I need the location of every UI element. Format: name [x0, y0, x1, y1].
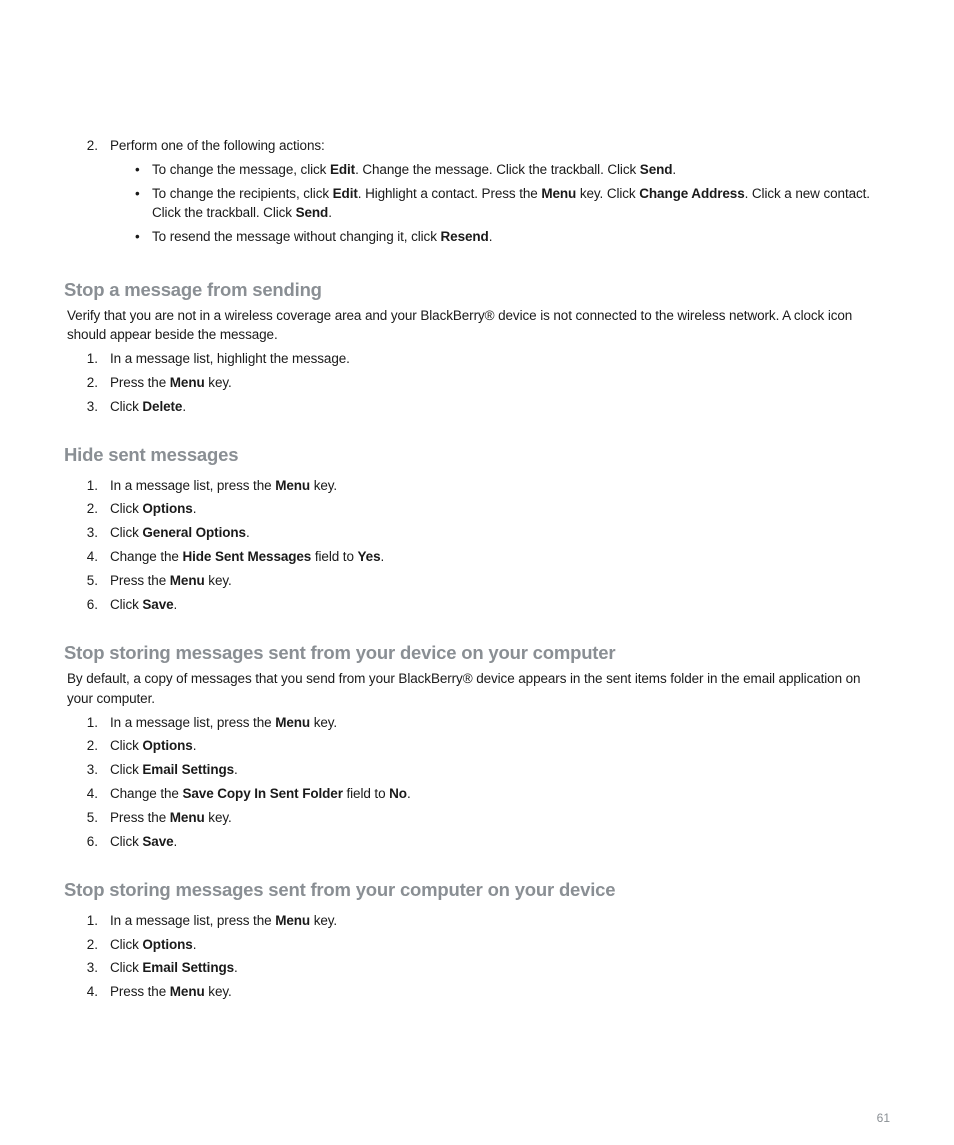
text-run: . Change the message. Click the trackball. Click — [355, 162, 640, 177]
ui-term: Menu — [169, 573, 205, 588]
step-number: 1. — [86, 913, 98, 928]
text-run: Change the — [110, 786, 183, 801]
text-run: . — [380, 549, 385, 564]
bullet-marker: • — [135, 186, 140, 201]
bullet-item — [152, 228, 492, 246]
text-run: Click — [110, 399, 143, 414]
step-number: 2. — [86, 138, 98, 153]
text-run: field to — [342, 786, 390, 801]
ui-term: Save — [142, 597, 174, 612]
text-run: Click — [110, 960, 143, 975]
step-number: 2. — [86, 738, 98, 753]
ui-term: Menu — [541, 186, 577, 201]
step-number: 2. — [86, 375, 98, 390]
ui-term: Menu — [275, 913, 311, 928]
ui-term: Menu — [275, 478, 311, 493]
step-text — [110, 912, 337, 930]
text-run: . Click a new contact. — [744, 186, 870, 201]
step-text — [110, 596, 177, 614]
text-run: . — [406, 786, 411, 801]
text-run: . — [328, 205, 332, 220]
text-run: To resend the message without changing it, click — [152, 229, 441, 244]
step-number: 3. — [86, 960, 98, 975]
text-run: Click — [110, 501, 143, 516]
step-number: 5. — [86, 810, 98, 825]
section-paragraph: your computer. — [67, 691, 155, 706]
text-run: . — [173, 597, 178, 612]
step-text: Perform one of the following actions: — [110, 138, 325, 153]
step-number: 3. — [86, 762, 98, 777]
step-number: 6. — [86, 597, 98, 612]
step-number: 2. — [86, 937, 98, 952]
ui-term: Save — [142, 834, 174, 849]
text-run: Click the trackball. Click — [152, 205, 296, 220]
text-run: key. — [310, 478, 338, 493]
text-run: In a message list, press the — [110, 913, 276, 928]
text-run: . — [192, 501, 197, 516]
ui-term: Yes — [357, 549, 381, 564]
step-text — [110, 548, 384, 566]
step-text — [110, 398, 186, 416]
text-run: key. — [204, 375, 232, 390]
text-run: . — [234, 762, 238, 777]
ui-term: Options — [142, 937, 193, 952]
text-run: . — [488, 229, 493, 244]
step-number: 4. — [86, 549, 98, 564]
text-run: key. — [310, 715, 338, 730]
text-run: Click — [110, 525, 143, 540]
ui-term: Email Settings — [142, 960, 235, 975]
step-text — [110, 572, 232, 590]
section-heading: Stop storing messages sent from your computer on your device — [64, 879, 616, 900]
section-heading: Stop a message from sending — [64, 279, 322, 300]
ui-term: Change Address — [639, 186, 745, 201]
ui-term: Menu — [169, 375, 205, 390]
text-run: Press the — [110, 810, 170, 825]
text-run: . — [192, 937, 197, 952]
text-run: Change the — [110, 549, 183, 564]
section-paragraph: By default, a copy of messages that you send from your BlackBerry® device appears in the sent items folder in the email application on — [67, 671, 861, 686]
step-text — [110, 524, 250, 542]
step-number: 1. — [86, 351, 98, 366]
ui-term: No — [389, 786, 407, 801]
step-text — [110, 785, 411, 803]
text-run: Click — [110, 937, 143, 952]
text-run: . — [173, 834, 178, 849]
bullet-item — [152, 185, 870, 203]
text-run: . — [672, 162, 677, 177]
ui-term: Menu — [275, 715, 311, 730]
step-text — [110, 737, 196, 755]
section-paragraph: should appear beside the message. — [67, 327, 278, 342]
text-run: key. — [204, 984, 232, 999]
step-number: 2. — [86, 501, 98, 516]
ui-term: Options — [142, 738, 193, 753]
step-number: 1. — [86, 478, 98, 493]
ui-term: Save Copy In Sent Folder — [182, 786, 343, 801]
section-heading: Hide sent messages — [64, 444, 239, 465]
bullet-item-continued — [152, 204, 332, 222]
text-run: In a message list, press the — [110, 715, 276, 730]
text-run: key. — [310, 913, 338, 928]
text-run: key. — [204, 810, 232, 825]
text-run: key. — [204, 573, 232, 588]
text-run: Click — [110, 762, 143, 777]
text-run: Click — [110, 738, 143, 753]
section-paragraph: Verify that you are not in a wireless coverage area and your BlackBerry® device is not connected to the wireless network. A clock icon — [67, 308, 853, 323]
bullet-marker: • — [135, 162, 140, 177]
ui-term: Delete — [142, 399, 183, 414]
ui-term: Resend — [440, 229, 489, 244]
ui-term: Send — [295, 205, 329, 220]
ui-term: Edit — [329, 162, 356, 177]
text-run: . Highlight a contact. Press the — [357, 186, 542, 201]
text-run: Click — [110, 597, 143, 612]
step-text — [110, 714, 337, 732]
step-number: 4. — [86, 984, 98, 999]
text-run: Click — [110, 834, 143, 849]
step-text — [110, 936, 196, 954]
ui-term: Options — [142, 501, 193, 516]
step-text — [110, 761, 238, 779]
step-number: 3. — [86, 525, 98, 540]
bullet-marker: • — [135, 229, 140, 244]
ui-term: Hide Sent Messages — [182, 549, 312, 564]
ui-term: Send — [639, 162, 673, 177]
text-run: . — [245, 525, 250, 540]
bullet-item — [152, 161, 676, 179]
step-text — [110, 374, 232, 392]
step-text — [110, 959, 238, 977]
section-heading: Stop storing messages sent from your device on your computer — [64, 642, 616, 663]
text-run: field to — [311, 549, 358, 564]
step-number: 6. — [86, 834, 98, 849]
ui-term: Menu — [169, 810, 205, 825]
text-run: In a message list, press the — [110, 478, 276, 493]
text-run: In a message list, highlight the message. — [110, 351, 350, 366]
ui-term: Edit — [332, 186, 358, 201]
text-run: Press the — [110, 573, 170, 588]
step-text — [110, 477, 337, 495]
text-run: To change the recipients, click — [152, 186, 333, 201]
step-number: 3. — [86, 399, 98, 414]
step-text — [110, 350, 350, 368]
ui-term: Menu — [169, 984, 205, 999]
page-number: 61 — [876, 1111, 890, 1125]
ui-term: Email Settings — [142, 762, 235, 777]
text-run: . — [192, 738, 197, 753]
step-number: 1. — [86, 715, 98, 730]
step-number: 5. — [86, 573, 98, 588]
step-number: 4. — [86, 786, 98, 801]
step-text — [110, 809, 232, 827]
text-run: Press the — [110, 375, 170, 390]
text-run: Press the — [110, 984, 170, 999]
text-run: . — [182, 399, 186, 414]
ui-term: General Options — [142, 525, 246, 540]
step-text — [110, 833, 177, 851]
text-run: To change the message, click — [152, 162, 330, 177]
step-text — [110, 983, 232, 1001]
text-run: . — [234, 960, 238, 975]
text-run: key. Click — [576, 186, 640, 201]
step-text — [110, 500, 196, 518]
